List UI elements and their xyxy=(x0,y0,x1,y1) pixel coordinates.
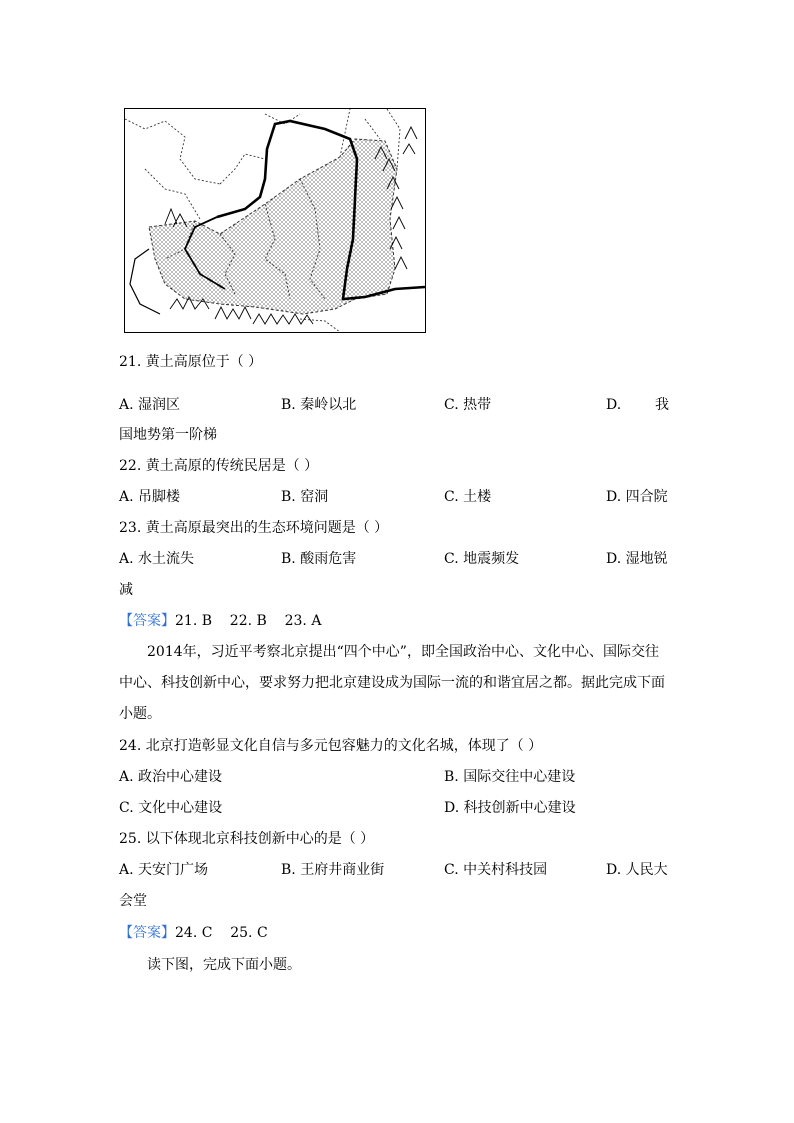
q23-option-d-continued: 减 xyxy=(119,582,133,598)
q25-option-d-continued: 会堂 xyxy=(119,893,147,909)
q23-option-b: B. 酸雨危害 xyxy=(281,551,357,567)
q21-option-b: B. 秦岭以北 xyxy=(281,397,357,413)
passage-line-3: 小题。 xyxy=(119,706,161,722)
q25-stem: 25. 以下体现北京科技创新中心的是（ ） xyxy=(119,831,375,847)
q22-stem: 22. 黄土高原的传统民居是（ ） xyxy=(119,458,319,474)
q24-option-d: D. 科技创新中心建设 xyxy=(444,800,576,816)
q24-option-c: C. 文化中心建设 xyxy=(119,800,223,816)
q21-stem: 21. 黄土高原位于（ ） xyxy=(119,354,263,370)
q25-option-c: C. 中关村科技园 xyxy=(444,862,548,878)
answer-line-1 xyxy=(119,611,679,631)
q22-option-c: C. 土楼 xyxy=(444,489,492,505)
q23-option-a: A. 水土流失 xyxy=(119,551,195,567)
q24-stem: 24. 北京打造彰显文化自信与多元包容魅力的文化名城，体现了（ ） xyxy=(119,738,543,754)
q24-option-a: A. 政治中心建设 xyxy=(119,769,223,785)
q21-option-d-label: D. xyxy=(606,397,622,413)
q25-option-a: A. 天安门广场 xyxy=(119,862,209,878)
q24-option-b: B. 国际交往中心建设 xyxy=(444,769,576,785)
answer-tag: 【答案】 xyxy=(119,613,175,629)
answer-tag: 【答案】 xyxy=(119,925,175,941)
answer-line-2 xyxy=(119,923,679,943)
passage-line-2: 中心、科技创新中心，要求努力把北京建设成为国际一流的和谐宜居之都。据此完成下面 xyxy=(119,675,665,691)
loess-plateau-map xyxy=(124,108,426,333)
q21-option-a: A. 湿润区 xyxy=(119,397,181,413)
q21-option-c: C. 热带 xyxy=(444,397,492,413)
answer-text: 24. C 25. C xyxy=(175,925,268,941)
q23-option-c: C. 地震频发 xyxy=(444,551,520,567)
passage-line-1: 2014年，习近平考察北京提出“四个中心”，即全国政治中心、文化中心、国际交往 xyxy=(147,644,659,660)
q22-option-d: D. 四合院 xyxy=(606,489,668,505)
answer-text: 21. B 22. B 23. A xyxy=(175,613,322,629)
q25-option-d: D. 人民大 xyxy=(606,862,668,878)
q22-option-b: B. 窑洞 xyxy=(281,489,329,505)
q23-option-d: D. 湿地锐 xyxy=(606,551,668,567)
q23-stem: 23. 黄土高原最突出的生态环境问题是（ ） xyxy=(119,520,389,536)
q22-option-a: A. 吊脚楼 xyxy=(119,489,181,505)
passage xyxy=(119,637,675,730)
q21-option-d-continued: 国地势第一阶梯 xyxy=(119,427,217,443)
loess-region xyxy=(149,139,397,314)
closing-instruction: 读下图，完成下面小题。 xyxy=(147,957,301,973)
q21-option-d-text: 我 xyxy=(655,397,669,413)
q25-option-b: B. 王府井商业街 xyxy=(281,862,385,878)
